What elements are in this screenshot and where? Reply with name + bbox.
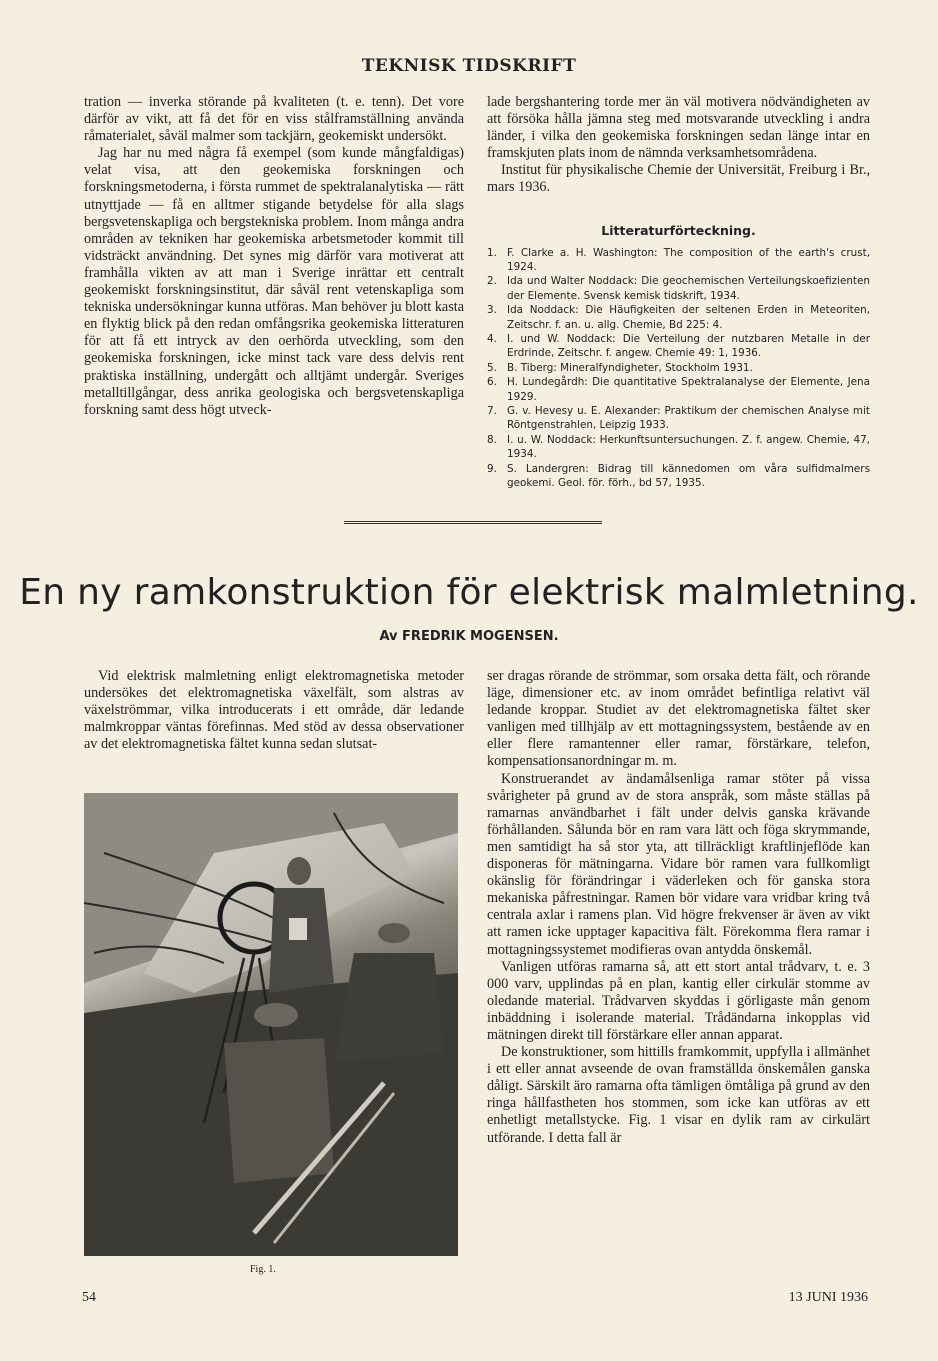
reference-item: 3. Ida Noddack: Die Häufigkeiten der seltenen Erden in Meteoriten, Zeitschr. f. an. u. allg. Chemie, Bd 225: 4. <box>487 304 870 331</box>
article-left-column <box>84 668 464 753</box>
reference-item: 1. F. Clarke a. H. Washington: The composition of the earth's crust, 1924. <box>487 246 870 273</box>
figure-photo <box>84 793 458 1256</box>
figure-caption: Fig. 1. <box>250 1264 276 1275</box>
journal-title: TEKNISK TIDSKRIFT <box>361 56 577 76</box>
paragraph: tration — inverka störande på kvaliteten (t. e. tenn). Det vore därför av vikt, att få det för en viss stålframställning använda råmaterialet, såväl malmer som tackjärn, geokemiskt undersökt. <box>84 94 464 145</box>
paragraph: De konstruktioner, som hittills framkommit, uppfylla i allmänhet i ett eller annat avseende de ovan framställda önskemålen ganska dåligt. Särskilt äro ramarna ofta tämligen ömtåliga på grund av den ringa hållfastheten hos stommen, som icke kan utföras av ett enhetligt metallstycke. Fig. 1 visar en dylik ram av cirkulärt utförande. I detta fall är <box>487 1044 870 1146</box>
reference-item: 8. I. u. W. Noddack: Herkunftsuntersuchungen. Z. f. angew. Chemie, 47, 1934. <box>487 433 870 461</box>
paragraph: Konstruerandet av ändamålsenliga ramar stöter på vissa svårigheter på grund av de stora anspråk, som måste ställas på ramarnas användbarhet i fält under delvis ganska krävande förhållanden. Sålunda bör en ram vara lätt och föga skrymmande, men samtidigt ha så stor yta, att tillräckligt kraftlinjeflöde kan disponeras för mätningarna. Vidare bör ramen vara fullkomligt okänslig för förändringar i väderleken och för ganska stora mekaniska påfrestningar. Ramen bör vidare vara vridbar kring två centrala axlar i ramens plan. Vid högre frekvenser är även av vikt att ramen icke upptager kapacitiva fält. Förekomma flera ramar i mottagningssystemet modifieras ovan antydda önskemål. <box>487 770 870 958</box>
page-number: 54 <box>82 1290 96 1305</box>
article-byline: Av FREDRIK MOGENSEN. <box>379 629 559 644</box>
article-title: En ny ramkonstruktion för elektrisk malmletning. <box>19 572 919 613</box>
paragraph: Vanligen utföras ramarna så, att ett stort antal trådvarv, t. e. 3 000 varv, upplindas på en plan, kantig eller cirkulär stomme av oledande material. Trådvarven skyddas i görligaste mån genom inbäddning i isolerande material. Trådändarna inkopplas vid mätningen direkt till förstärkare eller annan apparat. <box>487 958 870 1043</box>
references-title: Litteraturförteckning. <box>601 222 756 238</box>
reference-item: 9. S. Landergren: Bidrag till kännedomen om våra sulfidmalmers geokemi. Geol. för. förh., bd 57, 1935. <box>487 462 870 490</box>
reference-item: 7. G. v. Hevesy u. E. Alexander: Praktikum der chemischen Analyse mit Röntgenstrahlen, Leipzig 1933. <box>487 405 870 432</box>
paragraph: Jag har nu med några få exempel (som kunde mångfaldigas) velat visa, att den geokemiska forskningen och forskningsmetoderna, i första rummet de spektralanalytiska — rätt utnyttjade — få en alltmer stigande betydelse för alla slags bergsvetenskapliga och bergstekniska problem. Inom många andra områden av tekniken har geokemiska arbetsmetoder kommit till vidsträckt användning. Det synes mig därför vara motiverat att framhålla vikten av att man i Sverige inrättar ett centralt geokemiskt forskningsinstitut, där såväl rent vetenskapliga som tekniska undersökningar kunna utföras. Man behöver ju blott kasta en flyktig blick på den redan omfångsrika geokemiska litteraturen för att få ett intryck av den oerhörda utveckling, som den geokemiska forskningen, icke minst tack vare dess delvis rent praktiska inställning, undergått och alltjämt undergår. Sveriges metalltillgångar, dess anrika geologiska och bergsvetenskapliga forskning samt dess högt utveck- <box>84 145 464 418</box>
article-right-column <box>487 668 870 1147</box>
top-left-column <box>84 94 464 419</box>
top-right-column <box>487 94 870 490</box>
paragraph: lade bergshantering torde mer än väl motivera nödvändigheten av att försöka hålla jämna steg med motsvarande utveckling i andra länder, i vilka den geokemiska forskningen sedan länge intar en framskjuten plats inom de nämnda verksamhetsområdena. <box>487 94 870 162</box>
field-survey-photo <box>84 793 458 1256</box>
issue-date: 13 JUNI 1936 <box>788 1290 868 1305</box>
references-list <box>487 246 870 491</box>
section-divider <box>344 521 602 527</box>
reference-item: 2. Ida und Walter Noddack: Die geochemischen Verteilungskoefizienten der Elemente. Svensk kemisk tidskrift, 1934. <box>487 275 870 302</box>
reference-item: 4. I. und W. Noddack: Die Verteilung der nutzbaren Metalle in der Erdrinde, Zeitschr. f. angew. Chemie 49: 1, 1936. <box>487 333 870 360</box>
paragraph: Vid elektrisk malmletning enligt elektromagnetiska metoder undersökes det elektromagnetiska växelfält, som alstras av växelströmmar, vilka introducerats i ett område, där ledande malmkroppar väntas förefinnas. Med stöd av dessa observationer av det elektromagnetiska fältet kunna sedan slutsat- <box>84 668 464 753</box>
reference-item: 5. B. Tiberg: Mineralfyndigheter, Stockholm 1931. <box>487 361 753 374</box>
paragraph: ser dragas rörande de strömmar, som orsaka detta fält, och rörande läge, dimensioner etc. av inom området befintliga relativt väl ledande kroppar. Studiet av det elektromagnetiska fältet sker vanligen med tillhjälp av ett mottagningssystem, bestående av en eller flere ramantenner eller ramar, förstärkare, telefon, kompensationsanordningar m. m. <box>487 668 870 770</box>
reference-item: 6. H. Lundegårdh: Die quantitative Spektralanalyse der Elemente, Jena 1929. <box>487 376 870 403</box>
paragraph: Institut für physikalische Chemie der Universität, Freiburg i Br., mars 1936. <box>487 162 870 196</box>
